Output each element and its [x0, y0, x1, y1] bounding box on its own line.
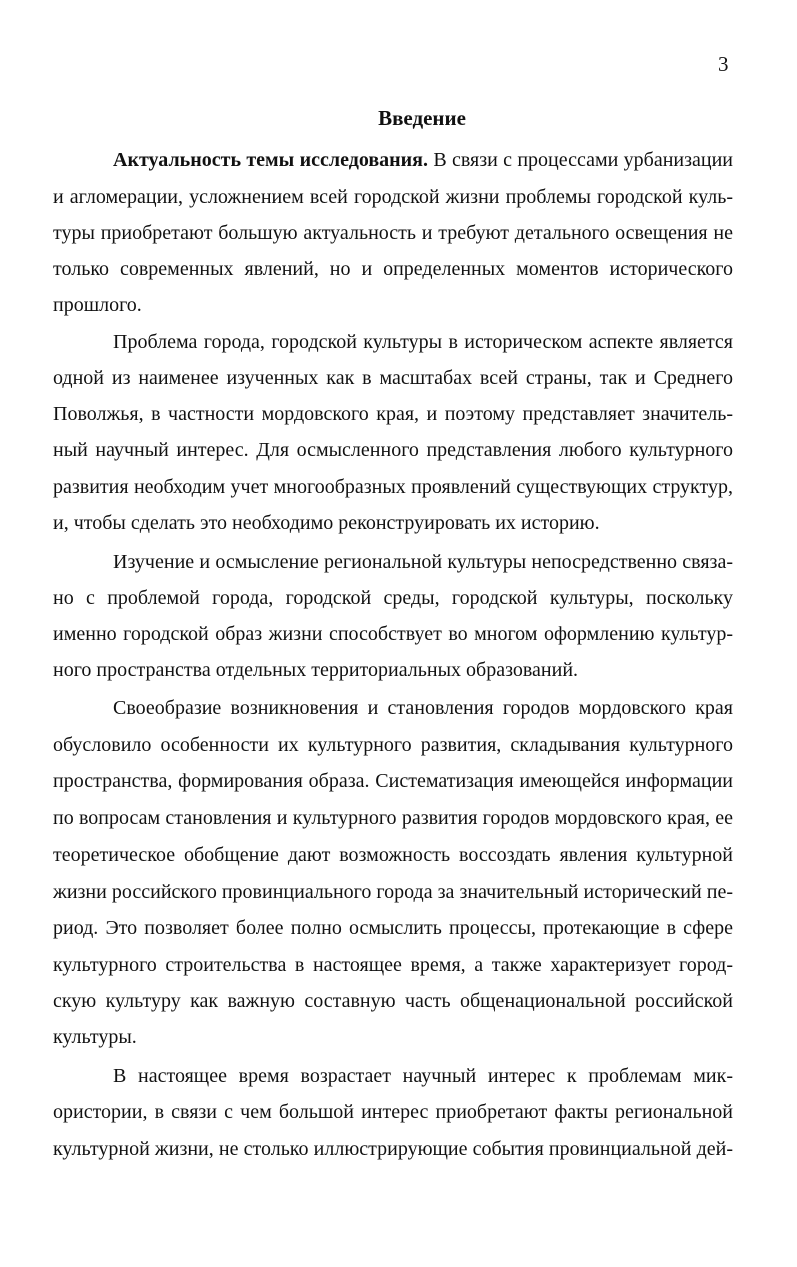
line-text: Проблема города, городской культуры в историческом аспекте является: [113, 331, 733, 353]
line-text: Своеобразие возникновения и становления городов мордовского края: [113, 697, 733, 719]
text-line: [53, 185, 733, 209]
line-text: пространства, формирования образа. Систематизация имеющейся информации: [53, 770, 733, 792]
page-number: 3: [718, 52, 729, 76]
text-line: [53, 293, 733, 317]
text-line: [53, 1025, 733, 1049]
line-text: и, чтобы сделать это необходимо реконструировать их историю.: [53, 512, 600, 534]
text-line: [53, 989, 733, 1013]
line-text: культурной жизни, не столько иллюстрирующие события провинциальной дей-: [53, 1138, 733, 1160]
text-line: [53, 953, 733, 977]
text-line: [113, 148, 733, 172]
line-text: В настоящее время возрастает научный интерес к проблемам мик-: [113, 1065, 733, 1087]
line-text: обусловило особенности их культурного развития, складывания культурного: [53, 734, 733, 756]
line-text: риод. Это позволяет более полно осмыслить процессы, протекающие в сфере: [53, 917, 733, 939]
line-text: ного пространства отдельных территориальных образований.: [53, 659, 579, 681]
text-line: [53, 221, 733, 245]
line-text: Изучение и осмысление региональной культуры непосредственно связа-: [113, 551, 733, 573]
text-line: [53, 438, 733, 462]
text-line: [53, 402, 733, 426]
line-text: теоретическое обобщение дают возможность воссоздать явления культурной: [53, 844, 733, 866]
text-line: [53, 586, 733, 610]
text-line: [53, 880, 733, 904]
text-line: [113, 550, 733, 574]
text-line: [53, 806, 733, 830]
line-text: развития необходим учет многообразных проявлений существующих структур,: [53, 476, 733, 498]
line-text: именно городской образ жизни способствует во многом оформлению культур-: [53, 623, 733, 645]
text-line: [53, 658, 733, 682]
line-text: только современных явлений, но и определенных моментов исторического: [53, 258, 733, 280]
text-line: [113, 330, 733, 354]
line-text: В связи с процессами урбанизации: [428, 149, 733, 171]
text-line: [53, 769, 733, 793]
text-line: [53, 1100, 733, 1124]
text-line: [53, 916, 733, 940]
line-text: но с проблемой города, городской среды, городской культуры, поскольку: [53, 587, 733, 609]
text-line: [53, 366, 733, 390]
line-text: жизни российского провинциального города за значительный исторический пе-: [53, 881, 733, 903]
line-text: культурного строительства в настоящее время, а также характеризует город-: [53, 954, 733, 976]
line-text: прошлого.: [53, 294, 142, 316]
line-text: ористории, в связи с чем большой интерес приобретают факты региональной: [53, 1101, 733, 1123]
text-line: [53, 1137, 733, 1161]
text-line: [113, 1064, 733, 1088]
line-text: одной из наименее изученных как в масштабах всей страны, так и Среднего: [53, 367, 733, 389]
line-text: культуры.: [53, 1026, 137, 1048]
line-text: Поволжья, в частности мордовского края, и поэтому представляет значитель-: [53, 403, 733, 425]
text-line: [53, 257, 733, 281]
line-text: по вопросам становления и культурного развития городов мордовского края, ее: [53, 807, 733, 829]
text-line: [53, 843, 733, 867]
section-title: Введение: [378, 106, 466, 130]
text-line: [113, 696, 733, 720]
run-in-heading: Актуальность темы исследования.: [113, 149, 428, 171]
line-text: туры приобретают большую актуальность и требуют детального освещения не: [53, 222, 733, 244]
text-line: [53, 622, 733, 646]
text-line: [53, 511, 733, 535]
line-text: и агломерации, усложнением всей городской жизни проблемы городской куль-: [53, 186, 733, 208]
line-text: ный научный интерес. Для осмысленного представления любого культурного: [53, 439, 733, 461]
line-text: скую культуру как важную составную часть общенациональной российской: [53, 990, 733, 1012]
text-line: [53, 733, 733, 757]
text-line: [53, 475, 733, 499]
